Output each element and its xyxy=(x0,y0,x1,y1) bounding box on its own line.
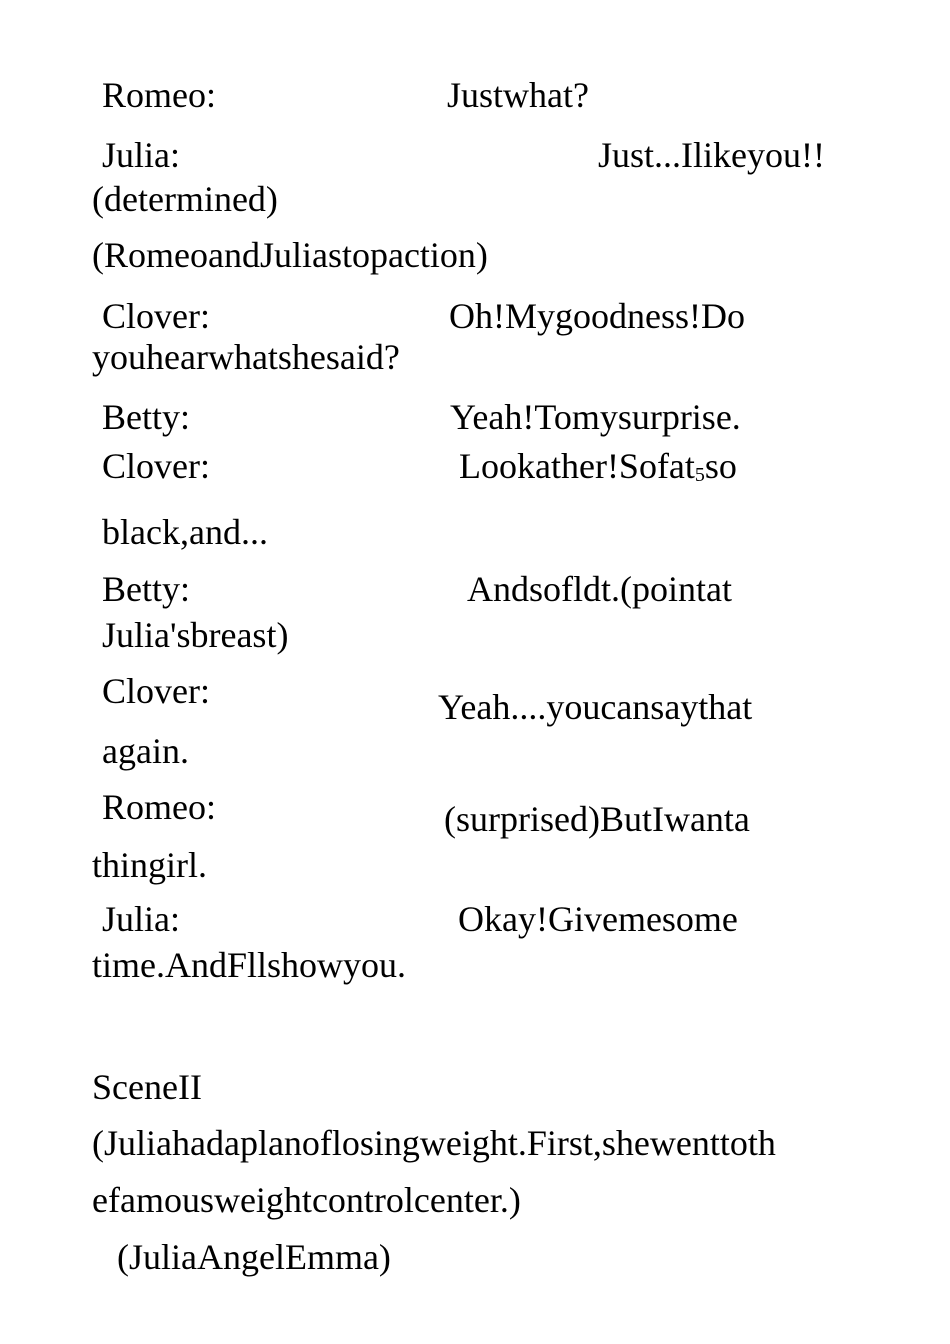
dialogue-text: so xyxy=(704,446,737,486)
dialogue-continuation: Julia'sbreast) xyxy=(102,615,289,655)
dialogue-continuation: youhearwhatshesaid? xyxy=(92,337,400,377)
speaker-julia: Julia: xyxy=(102,899,180,939)
speaker-betty: Betty: xyxy=(102,397,190,437)
dialogue-line: Yeah....youcansaythat xyxy=(438,687,753,727)
dialogue-continuation: again. xyxy=(102,731,189,771)
speaker-romeo: Romeo: xyxy=(102,75,216,115)
dialogue-line: (surprised)ButIwanta xyxy=(444,799,750,839)
stage-direction: (determined) xyxy=(92,179,278,219)
dialogue-text: Lookather!Sofat xyxy=(459,446,695,486)
stage-direction: (Juliahadaplanoflosingweight.First,shewenttoth xyxy=(92,1123,776,1163)
dialogue-line: Justwhat? xyxy=(447,75,589,115)
scene-heading: SceneII xyxy=(92,1067,202,1107)
dialogue-line: Just...Ilikeyou!! xyxy=(598,135,825,175)
dialogue-continuation: thingirl. xyxy=(92,845,207,885)
speaker-clover: Clover: xyxy=(102,296,210,336)
speaker-clover: Clover: xyxy=(102,671,210,711)
speaker-julia: Julia: xyxy=(102,135,180,175)
dialogue-continuation: time.AndFllshowyou. xyxy=(92,945,407,985)
footnote-subscript: 5 xyxy=(694,464,705,486)
speaker-romeo: Romeo: xyxy=(102,787,216,827)
stage-direction: efamousweightcontrolcenter.) xyxy=(92,1180,521,1220)
speaker-betty: Betty: xyxy=(102,569,190,609)
character-list: (JuliaAngelEmma) xyxy=(117,1237,391,1277)
dialogue-line: Okay!Givemesome xyxy=(458,899,738,939)
dialogue-continuation: black,and... xyxy=(102,512,268,552)
dialogue-line: Andsofldt.(pointat xyxy=(467,569,732,609)
dialogue-line: Oh!Mygoodness!Do xyxy=(449,296,745,336)
stage-direction: (RomeoandJuliastopaction) xyxy=(92,235,488,275)
dialogue-line: Yeah!Tomysurprise. xyxy=(450,397,741,437)
dialogue-line xyxy=(459,448,737,485)
speaker-clover: Clover: xyxy=(102,446,210,486)
